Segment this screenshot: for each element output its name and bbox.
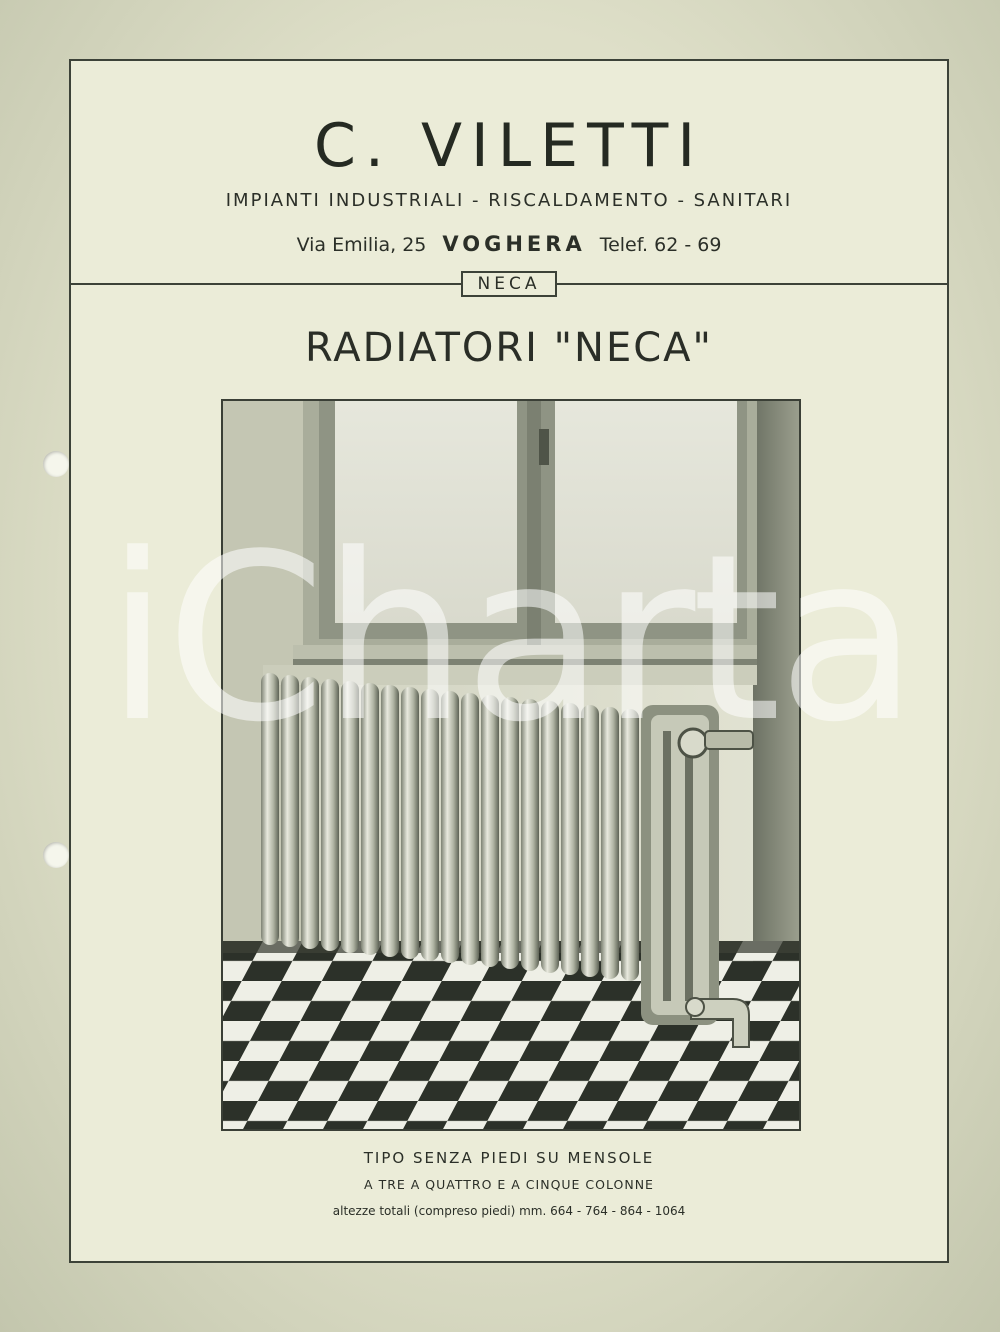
product-title: RADIATORI "NECA" — [305, 325, 713, 371]
document-frame — [69, 59, 949, 1263]
city-name: VOGHERA — [442, 232, 586, 256]
punch-hole-top — [43, 451, 69, 477]
phone-number: Telef. 62 - 69 — [599, 234, 722, 256]
watermark: iCharta — [105, 506, 915, 773]
services-line: IMPIANTI INDUSTRIALI - RISCALDAMENTO - SANITARI — [225, 190, 793, 211]
punch-hole-bottom — [43, 842, 69, 868]
address-line — [71, 229, 947, 260]
street-address: Via Emilia, 25 — [296, 234, 427, 256]
company-name: C. VILETTI — [313, 111, 705, 181]
radiator-photo — [221, 399, 801, 1131]
caption-type: TIPO SENZA PIEDI SU MENSOLE — [363, 1149, 655, 1167]
caption-heights: altezze totali (compreso piedi) mm. 664 - 764 - 864 - 1064 — [332, 1204, 686, 1218]
caption-columns: A TRE A QUATTRO E A CINQUE COLONNE — [364, 1177, 654, 1192]
letterhead — [71, 61, 947, 283]
brand-badge: NECA — [461, 271, 557, 297]
